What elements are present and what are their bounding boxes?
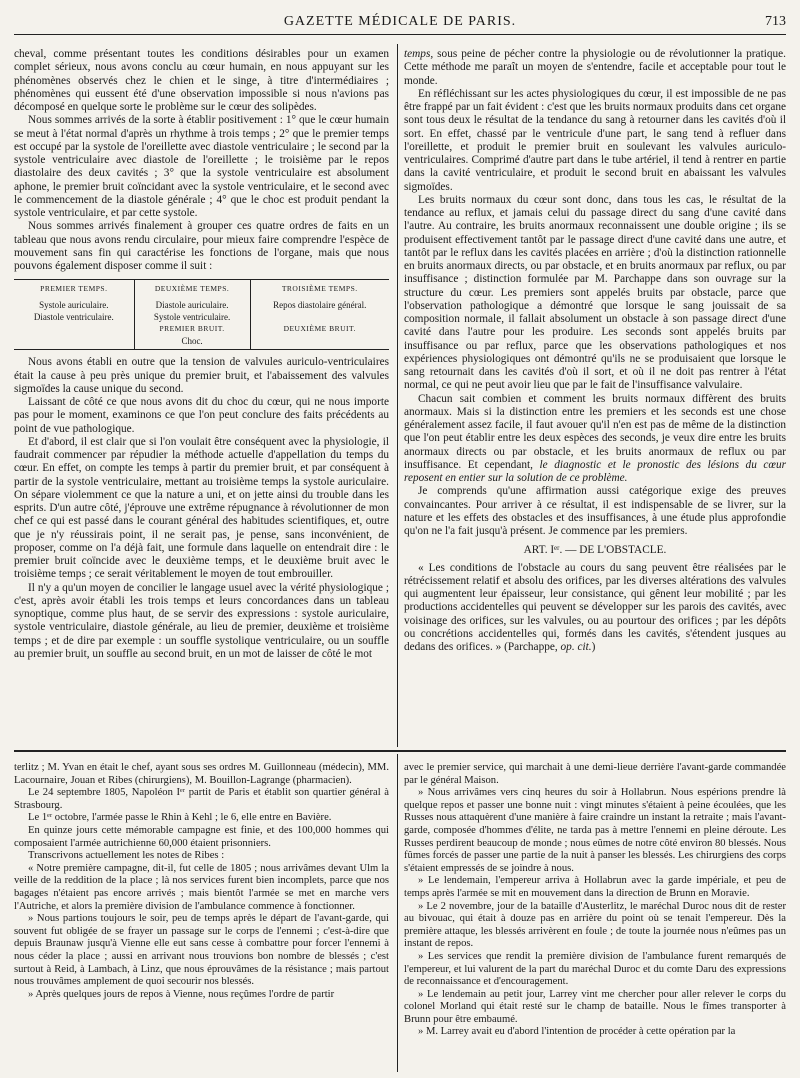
cell-text: Repos diastolaire général.: [273, 300, 367, 311]
column-right-top: [404, 48, 786, 654]
paragraph: » Le 2 novembre, jour de la bataille d'Austerlitz, le maréchal Duroc nous dit de rester au bivouac, qui était à douze pas en arrière du point où se tenait l'empereur. Dès la première attaque, les blessés arrivèrent en foule ; de toute la journée nous n'eûmes pas un instant de repos.: [404, 900, 786, 950]
paragraph: Le 1ᵉʳ octobre, l'armée passe le Rhin à Kehl ; le 6, elle entre en Bavière.: [28, 812, 332, 824]
paragraph: Nous sommes arrivés de la sorte à établir positivement : 1° que le cœur humain se meut à l'état normal d'après un rhythme à trois temps ; 2° que le premier temps est occupé par la systole de l'oreillette avec diastole ventriculaire ; le second par la systole ventriculaire avec diastole de l'oreillette ; le troisième par le repos diastolaire des deux cavités ; 3° que la systole ventriculaire est absolument aphone, le premier bruit coïncidant avec la systole ventriculaire, et le second avec le commencement de la diastole générale ; 4° que le choc est produit pendant la systole ventriculaire, et par cette systole.: [14, 114, 389, 219]
paragraph: avec le premier service, qui marchait à une demi-lieue derrière l'avant-garde commandée par le général Maison.: [404, 762, 786, 786]
paragraph: » Les services que rendit la première division de l'ambulance furent remarqués de l'empereur, et lui valurent de la part du maréchal Duroc et du comte Daru des expressions de reconnaissance et d'encouragement.: [404, 950, 786, 988]
header-deuxieme-temps: DEUXIÈME TEMPS.: [154, 284, 230, 294]
header-troisieme-temps: TROISIÈME TEMPS.: [281, 284, 358, 294]
table-cell: [14, 297, 134, 350]
table-header-cell: [14, 280, 134, 298]
table-header-cell: [134, 280, 250, 298]
section-rule: [14, 750, 786, 752]
paragraph: Nous avons établi en outre que la tension de valvules auriculo-ventriculaires était la cause à peu près unique du premier bruit, et l'abaissement des valvules sigmoïdes la cause unique du second.: [14, 356, 389, 395]
italic-text: temps,: [404, 48, 434, 60]
header-premier-temps: PREMIER TEMPS.: [40, 284, 108, 294]
paragraph: » Après quelques jours de repos à Vienne, nous reçûmes l'ordre de partir: [28, 988, 335, 1000]
paragraph: terlitz ; M. Yvan en était le chef, ayant sous ses ordres M. Guillonneau (médecin), MM. Lacournaire, Jouan et Ribes (chirurgiens), M. Bouillon-Lagrange (pharmacien).: [14, 762, 389, 786]
paragraph: En quinze jours cette mémorable campagne est finie, et des 100,000 hommes qui composaient l'armée autrichienne 60,000 étaient prisonniers.: [14, 824, 389, 849]
article-heading: ART. Iᵉʳ. — DE L'OBSTACLE.: [523, 544, 667, 557]
paragraph: Laissant de côté ce que nous avons dit du choc du cœur, qui ne nous importe pas pour le moment, examinons ce que l'on peut conclure des faits précédents au point de vue pathologique.: [14, 396, 389, 435]
table-header-cell: [250, 280, 389, 298]
italic-text: le diagnostic et le pronostic des lésions du cœur reposent en entier sur la solution de ce problème.: [404, 458, 786, 484]
paragraph: Le 24 septembre 1805, Napoléon Iᵉʳ partit de Paris et établit son quartier général à Strasbourg.: [14, 787, 389, 811]
header-rule: [14, 34, 786, 35]
paragraph: Nous sommes arrivés finalement à grouper ces quatre ordres de faits en un tableau que nous avons rendu circulaire, pour mieux faire comprendre l'espèce de mouvement sans fin qui caractérise les fonctions de l'organe, mais que nous pouvons également disposer comme il suit :: [14, 220, 389, 272]
text-span: ): [591, 641, 596, 653]
text-span: sous peine de pécher contre la physiologie ou de révolutionner la pratique. Cette méthode me paraît un moyen de s'entendre, facile et acceptable pour tout le monde.: [404, 48, 786, 87]
paragraph: En réfléchissant sur les actes physiologiques du cœur, il est impossible de ne pas être frappé par un fait évident : c'est que les bruits normaux produits dans cet organe sont tous deux le résultat de la tendance du sang à retourner dans les cavités d'où il sort. En effet, chassé par le ventricule d'une part, le sang tend à refluer dans l'oreillette, et produit le premier bruit en soulevant les valvules auriculo-ventriculaires. Comprimé d'autre part dans le tube artériel, il tend à rentrer en partie dans la cavité ventriculaire, et produit le second bruit en abaissant les valvules sigmoïdes.: [404, 87, 786, 193]
column-divider-bottom: [397, 754, 398, 1072]
paragraph: » Le lendemain, l'empereur arriva à Hollabrun avec la garde impériale, et peu de temps après l'armée se mit en mouvement dans la direction de Brunn en Moravie.: [404, 875, 786, 899]
column-right-bottom: [404, 762, 786, 1039]
table-cell: [250, 297, 389, 350]
text-span: Chacun sait combien et comment les bruits normaux diffèrent des bruits anormaux. Mais si la distinction entre les premiers et les seconds est une chose généralement assez facile, il faut avouer qu'il n'en est pas de même de la distinction que l'on peut établir entre les deux espèces des seconds, je veux dire entre les bruits anormaux directs ou par obstacle, et les bruits anormaux de reflux ou par insuffisance. Et cependant,: [404, 392, 786, 471]
column-left-bottom: [14, 762, 389, 1001]
paragraph: [404, 393, 786, 486]
paragraph: » Nous partions toujours le soir, peu de temps après le départ de l'avant-garde, qui souvent fut obligée de se frayer un passage sur le corps de l'ennemi ; c'est-à-dire que depuis Braunaw jusqu'à Vienne elle eut sans cesse à combattre pour forcer l'ennemi à nous céder la place ; aussi en arrivant nous trouvions bon nombre de blessés ; c'est surtout à Reid, à Lambach, à Linz, que nous éprouvâmes de la résistance ; mais partout nous trouvâmes amplement de quoi secourir nos blessés.: [14, 913, 389, 988]
paragraph: [404, 48, 786, 88]
cell-text: Systole auriculaire.: [39, 300, 109, 311]
page-number: 713: [765, 14, 786, 29]
paragraph: Les bruits normaux du cœur sont donc, dans tous les cas, le résultat de la tendance au reflux, et jamais celui du passage direct du sang d'une cavité dans l'autre. Au contraire, les bruits anormaux reconnaissent une double origine ; ils se produisent effectivement tantôt par le passage direct d'une cavité dans une autre, et tantôt par le reflux dans les cavités placées en arrière ; d'où la distinction rationnelle en bruits anormaux directs, ou par obstacle, et en bruits anormaux par reflux, ou par insuffisance ; distinction formulée par M. Parchappe dans son ouvrage sur la structure du cœur. Les premiers sont appelés bruits par obstacle, parce que l'observation pathologique a démontré que lorsque le sang jouissait de sa composition normale, il fallait absolument un obstacle à son passage direct d'une cavité dans l'autre pour les produire. Les seconds sont appelés bruits par insuffisance ou par reflux, parce que les observations pathologiques et nos expériences physiologiques ont démontré qu'ils ne se produisaient que lorsque le sang retournait dans les cavités d'où il sort, et où il ne doit pas rentrer à l'état normal, ce qui ne peut avoir lieu que par le fait de l'insuffisance valvulaire.: [404, 193, 786, 392]
table-cell: [134, 297, 250, 350]
paragraph: » Nous arrivâmes vers cinq heures du soir à Hollabrun. Nous espérions prendre là quelque repos et passer une bonne nuit : vingt minutes s'étaient à peine écoulées, que les Russes nous attaquèrent d'une manière à faire craindre un instant la retraite ; mais l'avant-garde, composée d'hommes d'élite, ne tarda pas à mettre l'ennemi en pleine déroute. Les Russes perdirent beaucoup de monde ; nous eûmes de notre côté environ 80 blessés. Nous fûmes forcés de passer une partie de la nuit à panser les blessés. Les chirurgiens des corps s'étaient empressés de se joindre à nous.: [404, 787, 786, 874]
journal-title: GAZETTE MÉDICALE DE PARIS.: [283, 14, 517, 29]
cell-text: PREMIER BRUIT.: [159, 324, 225, 334]
cell-text: Diastole auriculaire.: [155, 300, 229, 311]
text-span: « Les conditions de l'obstacle au cours du sang peuvent être réalisées par le rétrécissement relatif et absolu des orifices, par les diverses altérations des valvules qui augmentent leur épaisseur, leur consistance, qui gênent leur mobilité ; par les productions accidentelles qui peuvent se développer sur les parois des cavités, avec voisinage des orifices, sur les valvules, ou au pourtour des orifices ; par les dépôts ou concrétions accidentelles qui, formés dans les cavités, s'étendent jusques au dedans des orifices. » (Parchappe,: [404, 561, 786, 653]
quotation: [404, 562, 786, 655]
cell-text: Choc.: [181, 336, 203, 347]
paragraph: « Notre première campagne, dit-il, fut celle de 1805 ; nous arrivâmes devant Ulm la veille de la reddition de la place ; là nos services furent bien incomplets, parce que nos bagages n'étaient pas encore arrivés ; mais bientôt l'armée se met en marche vers l'Autriche, et alors la première division de l'ambulance commence à fonctionner.: [14, 862, 389, 912]
paragraph: » Le lendemain au petit jour, Larrey vint me chercher pour aller relever le corps du colonel Morland qui était resté sur le champ de bataille. Nous le fîmes transporter à Brunn pour être embaumé.: [404, 988, 786, 1025]
cell-text: Systole ventriculaire.: [153, 312, 231, 323]
column-divider-top: [397, 44, 398, 747]
paragraph: Et d'abord, il est clair que si l'on voulait être conséquent avec la physiologie, il faudrait commencer par répudier la méthode actuelle d'appellation du temps du cœur. En effet, on compte les temps à partir du premier bruit, et par conséquent à partir de la systole ventriculaire, mettant au troisième temps la systole auriculaire. On sépare violemment ce que la nature a uni, et on jette ainsi du trouble dans les esprits. D'un autre côté, j'éprouve une extrême répugnance à révolutionner de mon chef ce qui est passé dans le courant général des habitudes scientifiques, et, outre que je n'y réussirais point, il ne serait pas, je pense, sans inconvénient, de proposer, comme on l'a déjà fait, une formule dans laquelle on entendrait dire : le premier bruit coïncide avec le deuxième temps, et le deuxième bruit avec le troisième temps ; ce serait véritablement le moyen de tout embrouiller.: [14, 435, 389, 581]
paragraph: » M. Larrey avait eu d'abord l'intention de procéder à cette opération par la: [418, 1026, 736, 1038]
cell-text: DEUXIÈME BRUIT.: [283, 324, 356, 334]
paragraph: cheval, comme présentant toutes les conditions désirables pour un examen complet sérieux, nous avons conclu au cœur humain, en nous appuyant sur les phénomènes observés chez le chien et le singe, à titre d'intermédiaires ; phénomènes qui eussent été d'une observation impossible si nous n'avions pas décomposé en quelque sorte le problème sur le cœur des solipèdes.: [14, 48, 389, 113]
column-left-top: [14, 48, 389, 661]
paragraph: Transcrivons actuellement les notes de Ribes :: [28, 850, 225, 862]
paragraph: Il n'y a qu'un moyen de concilier le langage usuel avec la vérité physiologique ; c'est, après avoir établi les trois temps et leurs concordances dans un tableau synoptique, comme plus haut, de se servir des expressions : systole auriculaire, systole ventriculaire, diastole générale, au lieu de premier, deuxième et troisième temps ; et de dire par exemple : un souffle systolique ventriculaire, ou un souffle au premier bruit, un souffle au second bruit, en un mot de laisser de côté le mot: [14, 581, 389, 660]
cell-text: Diastole ventriculaire.: [33, 312, 114, 323]
italic-text: op. cit.: [560, 641, 592, 653]
paragraph: Je comprends qu'une affirmation aussi catégorique exige des preuves convaincantes. Pour arriver à ce résultat, il est indispensable de se livrer, sur la nature et les effets des obstacles et des insuffisances, à une étude plus approfondie qu'on ne l'a fait jusqu'à présent. Je commence par les premiers.: [404, 485, 786, 537]
page-header: [0, 14, 800, 34]
synoptic-table: [14, 279, 389, 350]
